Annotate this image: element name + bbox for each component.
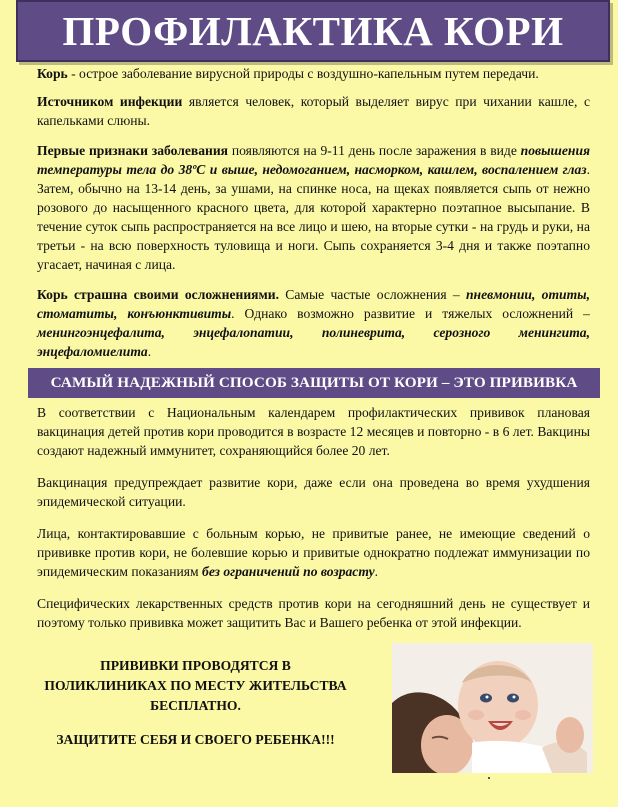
contacts-age: без ограничений по возрасту	[202, 564, 375, 579]
callout-clinics: ПРИВИВКИ ПРОВОДЯТСЯ В ПОЛИКЛИНИКАХ ПО МЕСТУ ЖИТЕЛЬСТВА БЕСПЛАТНО.	[44, 658, 347, 713]
definition-text: - острое заболевание вирусной природы с воздушно-капельным путем передачи.	[67, 66, 539, 81]
complications-common: пневмонии, отиты, стоматиты, конъюнктивиты	[37, 287, 590, 321]
paragraph-contacts	[37, 524, 590, 581]
term-source: Источником инфекции	[37, 94, 183, 109]
paragraph-definition	[37, 64, 590, 83]
mother-baby-photo	[392, 643, 593, 773]
callout-protect: ЗАЩИТИТЕ СЕБЯ И СВОЕГО РЕБЕНКА!!!	[56, 732, 335, 747]
section-banner	[28, 368, 600, 398]
page-title: ПРОФИЛАКТИКА КОРИ	[62, 7, 564, 54]
complications-severe: менингоэнцефалита, энцефалопатии, полиневрита, серозного менингита, энцефаломиелита	[37, 325, 590, 359]
complications-text-1: Самые частые осложнения –	[279, 287, 466, 302]
paragraph-symptoms	[37, 141, 590, 274]
paragraph-complications	[37, 285, 590, 361]
intro-section	[37, 64, 590, 372]
complications-text-2: . Однако возможно развитие и тяжелых осложнений –	[231, 306, 590, 321]
symptoms-text-1: появляются на 9-11 день после заражения в виде	[228, 143, 521, 158]
paragraph-no-drugs: Специфических лекарственных средств против кори на сегодняшний день не существует и поэтому только прививка может защитить Вас и Вашего ребенка от этой инфекции.	[37, 596, 590, 630]
callout	[38, 656, 353, 750]
term-measles: Корь	[37, 66, 68, 81]
section-title: САМЫЙ НАДЕЖНЫЙ СПОСОБ ЗАЩИТЫ ОТ КОРИ – ЭТО ПРИВИВКА	[50, 374, 578, 391]
mother-baby-illustration	[392, 643, 593, 773]
complications-text-3: .	[147, 344, 152, 359]
symptoms-list: повышения температуры тела до 38ºС и выше, недомоганием, насморком, кашлем, воспалением глаз	[37, 143, 591, 177]
source-text: является человек, который выделяет вирус при чихании кашле, с капельками слюны.	[37, 94, 590, 128]
paragraph-prevention: Вакцинация предупреждает развитие кори, даже если она проведена во время ухудшения эпидемической ситуации.	[37, 475, 590, 509]
paragraph-source	[37, 92, 590, 130]
contacts-text: Лица, контактировавшие с больным корью, не привитые ранее, не имеющие сведений о прививке против кори, не болевшие корью и привитые однократно подлежат иммунизации по эпидемическим показаниям	[37, 526, 590, 579]
contacts-end: .	[374, 564, 379, 579]
title-banner	[16, 0, 610, 62]
term-symptoms: Первые признаки заболевания	[37, 143, 229, 158]
paragraph-calendar: В соответствии с Национальным календарем профилактических прививок плановая вакцинация детей против кори проводится в возрасте 12 месяцев и повторно - в 6 лет. Вакцины создают надежный иммунитет, сохраняющийся более 20 лет.	[37, 405, 590, 458]
term-complications: Корь страшна своими осложнениями.	[37, 287, 280, 302]
decorative-dot	[488, 777, 490, 779]
symptoms-text-2: . Затем, обычно на 13-14 день, за ушами, на спинке носа, на щеках появляется сыпь от нежно розового до насыщенного красного цвета, для которой характерно поэтапное высыпание. В течение суток сыпь распространяется на все лицо и шею, на вторые сутки - на грудь и руки, на третьи - на всю поверхность туловища и ноги. Сыпь сохраняется 3-4 дня и также поэтапно угасает, начиная с лица.	[37, 162, 590, 272]
vaccination-section	[37, 403, 590, 645]
